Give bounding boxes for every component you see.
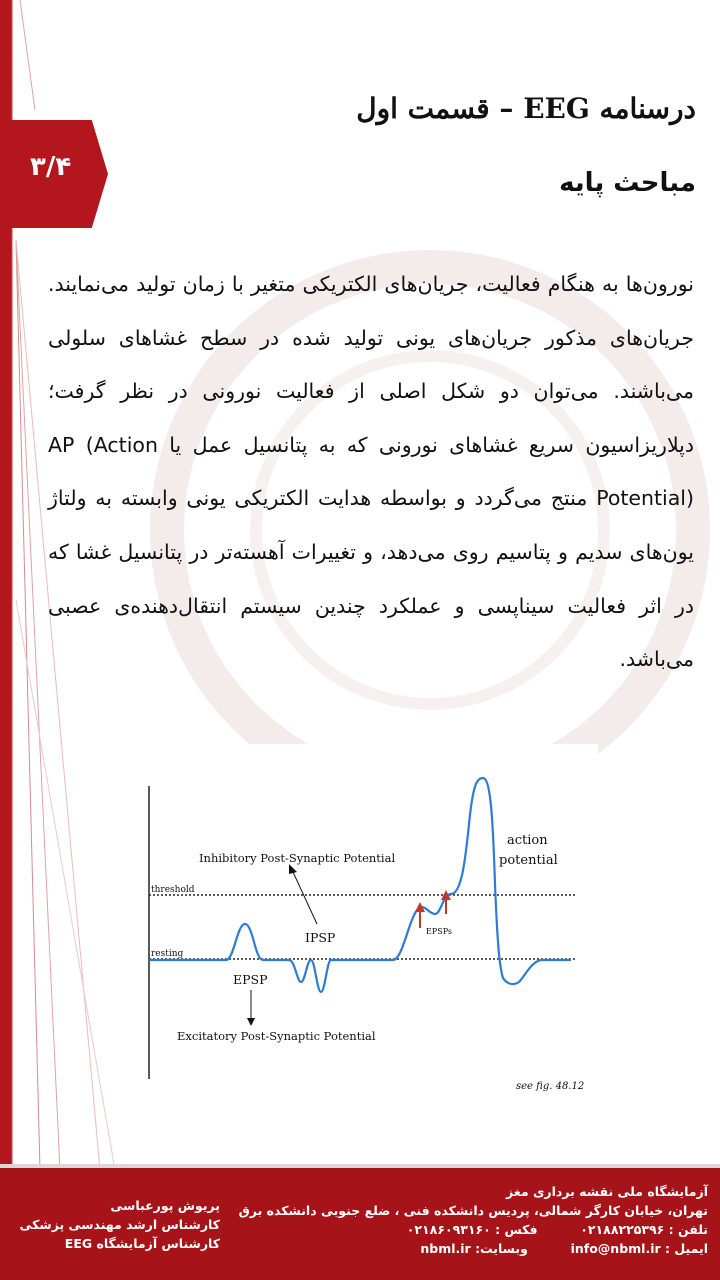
footer-address: تهران، خیابان کارگر شمالی، پردیس دانشکده فنی ، ضلع جنوبی دانشکده برق	[238, 1203, 708, 1218]
action-potential-label-line2: potential	[499, 853, 558, 868]
page-number: ۳/۴	[30, 152, 72, 182]
section-heading: مباحث پایه	[559, 168, 696, 198]
epsps-label: EPSPs	[426, 927, 452, 936]
ipsp-pointer-arrow	[289, 864, 317, 924]
figure-caption: see fig. 48.12	[516, 1081, 585, 1092]
footer-author	[19, 1196, 220, 1253]
footer-email-web-row	[288, 1239, 708, 1258]
epsp-pointer-arrow	[247, 990, 255, 1026]
email-link[interactable]: info@nbml.ir	[570, 1241, 661, 1256]
footer-org-name: آزمایشگاه ملی نقشه برداری مغز	[506, 1184, 708, 1199]
author-title-1: کارشناس ارشد مهندسی پزشکی	[19, 1217, 220, 1232]
ipsp-label: IPSP	[305, 930, 336, 945]
resting-label: resting	[151, 949, 184, 959]
threshold-label: threshold	[151, 885, 195, 895]
website-link[interactable]: nbml.ir	[420, 1241, 471, 1256]
figure-diagram	[121, 744, 598, 1101]
potential-trace	[149, 778, 571, 992]
email-label: ایمیل :	[665, 1241, 708, 1256]
author-name: پریوش پورعباسی	[110, 1198, 220, 1213]
membrane-potential-figure	[121, 744, 598, 1101]
epsp-label: EPSP	[233, 972, 268, 987]
phone-label: تلفن :	[668, 1222, 708, 1237]
fax-value: ۰۲۱۸۶۰۹۳۱۶۰	[406, 1222, 491, 1237]
action-potential-label-line1: action	[507, 833, 548, 848]
epsp-arrow-1	[415, 902, 425, 928]
fax-label: فکس :	[495, 1222, 538, 1237]
phone-value: ۰۲۱۸۸۲۲۵۳۹۶	[580, 1222, 665, 1237]
footer-phone-fax-row	[288, 1220, 708, 1239]
page-title: درسنامه EEG – قسمت اول	[356, 92, 696, 125]
footer-contact	[238, 1182, 708, 1258]
website-label: وبسایت:	[475, 1241, 528, 1256]
epsp-full-label: Excitatory Post-Synaptic Potential	[177, 1029, 376, 1043]
body-paragraph: نورون‌ها به هنگام فعالیت، جریان‌های الکتریکی متغیر با زمان تولید می‌نمایند. جریان‌های مذکور جریان‌های یونی تولید شده در سطح غشاهای سلولی می‌باشند. می‌توان دو شکل اصلی از فعالیت نورونی در نظر گرفت؛ دپلاریزاسیون سریع غشاهای نورونی که به پتانسیل عمل یا AP (Action Potential) منتج می‌گردد و بواسطه هدایت الکتریکی یونی وابسته به ولتاژ یون‌های سدیم و پتاسیم روی می‌دهد، و تغییرات آهسته‌تر در پتانسیل غشا که در اثر فعالیت سیناپسی و عملکرد چندین سیستم انتقال‌دهنده‌ی عصبی می‌باشد.	[48, 272, 695, 672]
ipsp-full-label: Inhibitory Post-Synaptic Potential	[199, 851, 396, 865]
author-title-2: کارشناس آزمایشگاه EEG	[64, 1236, 220, 1251]
